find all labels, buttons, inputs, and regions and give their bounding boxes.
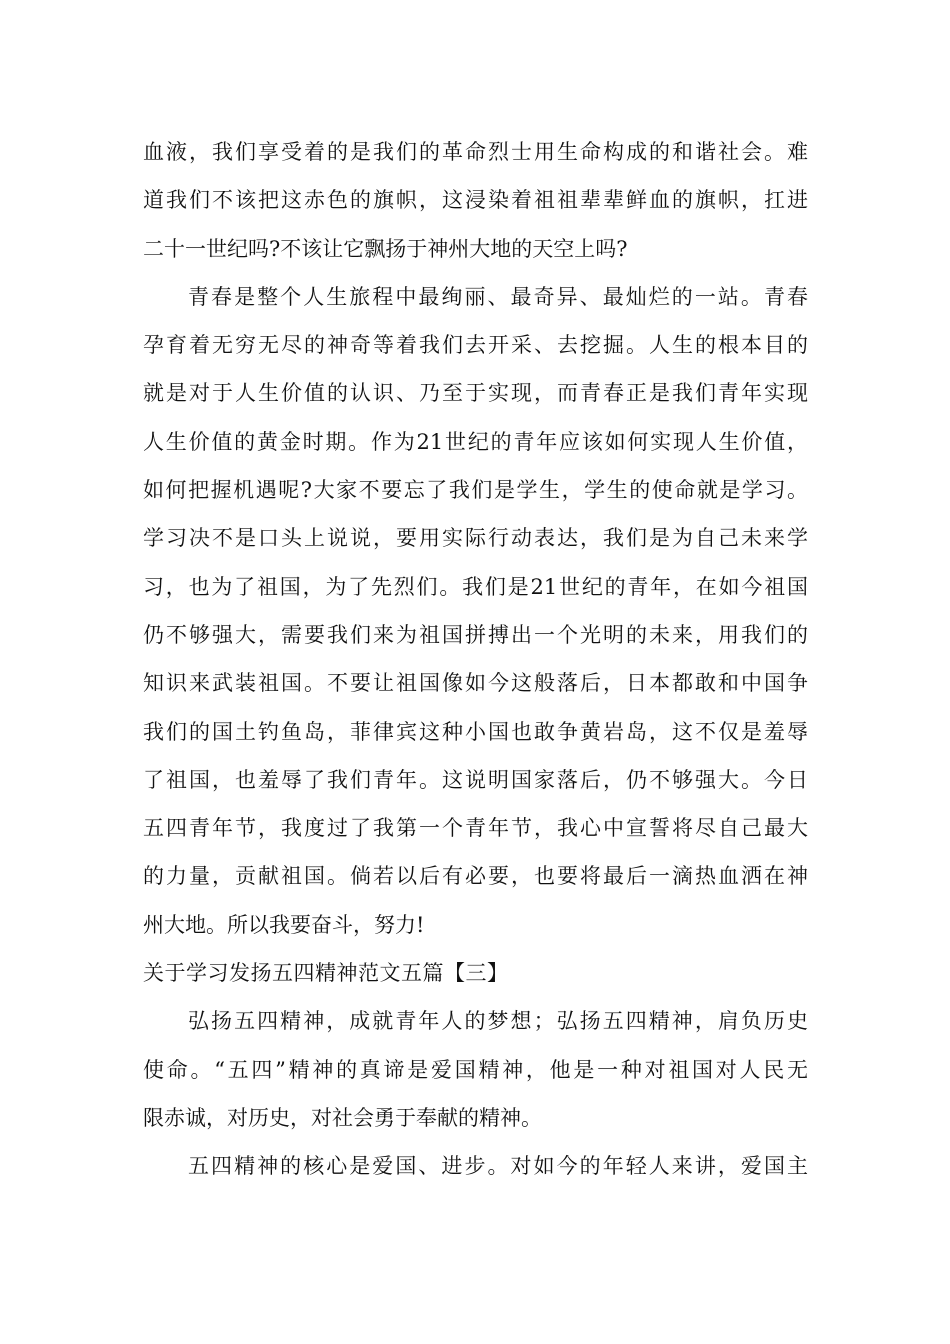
text-line: 二十一世纪吗?不该让它飘扬于神州大地的天空上吗? [143, 236, 628, 261]
text-line: 我们的国土钓鱼岛，菲律宾这种小国也敢争黄岩岛，这不仅是羞辱 [143, 719, 808, 744]
text-line: 人生价值的黄金时期。作为21世纪的青年应该如何实现人生价值， [143, 429, 808, 454]
text-line: 如何把握机遇呢?大家不要忘了我们是学生，学生的使命就是学习。 [143, 478, 808, 503]
text-line: 州大地。所以我要奋斗，努力! [143, 912, 425, 937]
text-line: 了祖国，也羞辱了我们青年。这说明国家落后，仍不够强大。今日 [143, 767, 808, 792]
paragraph-spirit [143, 997, 808, 1142]
paragraph-youth [143, 273, 808, 949]
text-line: 限赤诚，对历史，对社会勇于奉献的精神。 [143, 1105, 542, 1130]
section-heading [143, 949, 808, 997]
text-line: 道我们不该把这赤色的旗帜，这浸染着祖祖辈辈鲜血的旗帜，扛进 [143, 188, 808, 213]
paragraph-continuation [143, 128, 808, 273]
text-line: 五四精神的核心是爱国、进步。对如今的年轻人来讲，爱国主 [188, 1154, 808, 1179]
heading-text: 关于学习发扬五四精神范文五篇【三】 [143, 961, 509, 986]
text-line: 的力量，贡献祖国。倘若以后有必要，也要将最后一滴热血洒在神 [143, 864, 808, 889]
text-line: 使命。“五四”精神的真谛是爱国精神，他是一种对祖国对人民无 [143, 1057, 808, 1082]
text-line: 孕育着无穷无尽的神奇等着我们去开采、去挖掘。人生的根本目的 [143, 333, 808, 358]
text-line: 五四青年节，我度过了我第一个青年节，我心中宣誓将尽自己最大 [143, 816, 808, 841]
text-line: 血液，我们享受着的是我们的革命烈士用生命构成的和谐社会。难 [143, 140, 808, 164]
paragraph-core [143, 1142, 808, 1190]
text-line: 仍不够强大，需要我们来为祖国拼搏出一个光明的未来，用我们的 [143, 622, 808, 647]
text-line: 学习决不是口头上说说，要用实际行动表达，我们是为自己未来学 [143, 526, 808, 551]
text-line: 就是对于人生价值的认识、乃至于实现，而青春正是我们青年实现 [143, 381, 808, 406]
text-line: 习，也为了祖国，为了先烈们。我们是21世纪的青年，在如今祖国 [143, 574, 808, 599]
document-body [143, 128, 808, 1191]
text-line: 知识来武装祖国。不要让祖国像如今这般落后，日本都敢和中国争 [143, 671, 808, 696]
text-line: 弘扬五四精神，成就青年人的梦想；弘扬五四精神，肩负历史 [188, 1009, 808, 1034]
text-line: 青春是整个人生旅程中最绚丽、最奇异、最灿烂的一站。青春 [188, 284, 808, 309]
